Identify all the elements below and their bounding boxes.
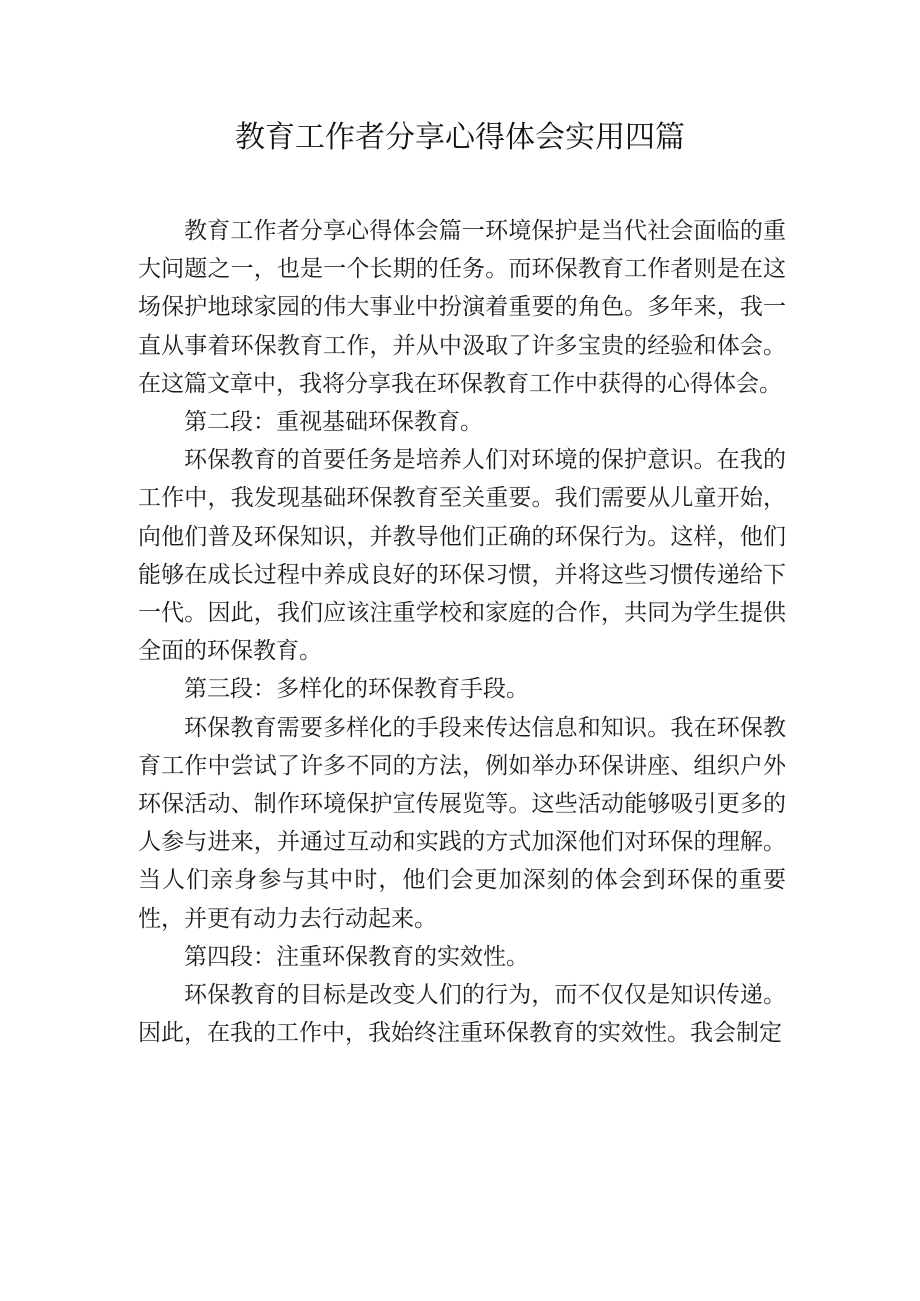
paragraph-section-2: 环保教育的首要任务是培养人们对环境的保护意识。在我的工作中，我发现基础环保教育至关重要。我们需要从儿童开始，向他们普及环保知识，并教导他们正确的环保行为。这样，他们能够在成长过程中养成良好的环保习惯，并将这些习惯传递给下一代。因此，我们应该注重学校和家庭的合作，共同为学生提供全面的环保教育。 [138,447,786,665]
section-heading-4: 第四段：注重环保教育的实效性。 [184,943,529,970]
paragraph-intro: 教育工作者分享心得体会篇一环境保护是当代社会面临的重大问题之一，也是一个长期的任务。而环保教育工作者则是在这场保护地球家园的伟大事业中扮演着重要的角色。多年来，我一直从事着环保教育工作，并从中汲取了许多宝贵的经验和体会。在这篇文章中，我将分享我在环保教育工作中获得的心得体会。 [138,218,786,397]
section-heading-3: 第三段：多样化的环保教育手段。 [184,676,529,703]
paragraph-section-3: 环保教育需要多样化的手段来传达信息和知识。我在环保教育工作中尝试了许多不同的方法，例如举办环保讲座、组织户外环保活动、制作环境保护宣传展览等。这些活动能够吸引更多的人参与进来，并通过互动和实践的方式加深他们对环保的理解。当人们亲身参与其中时，他们会更加深刻的体会到环保的重要性，并更有动力去行动起来。 [138,714,786,932]
section-heading-2: 第二段：重视基础环保教育。 [184,409,483,436]
paragraph-section-4: 环保教育的目标是改变人们的行为，而不仅仅是知识传递。因此，在我的工作中，我始终注重环保教育的实效性。我会制定 [138,982,786,1047]
document-title: 教育工作者分享心得体会实用四篇 [235,120,685,155]
document-body [138,212,786,1052]
